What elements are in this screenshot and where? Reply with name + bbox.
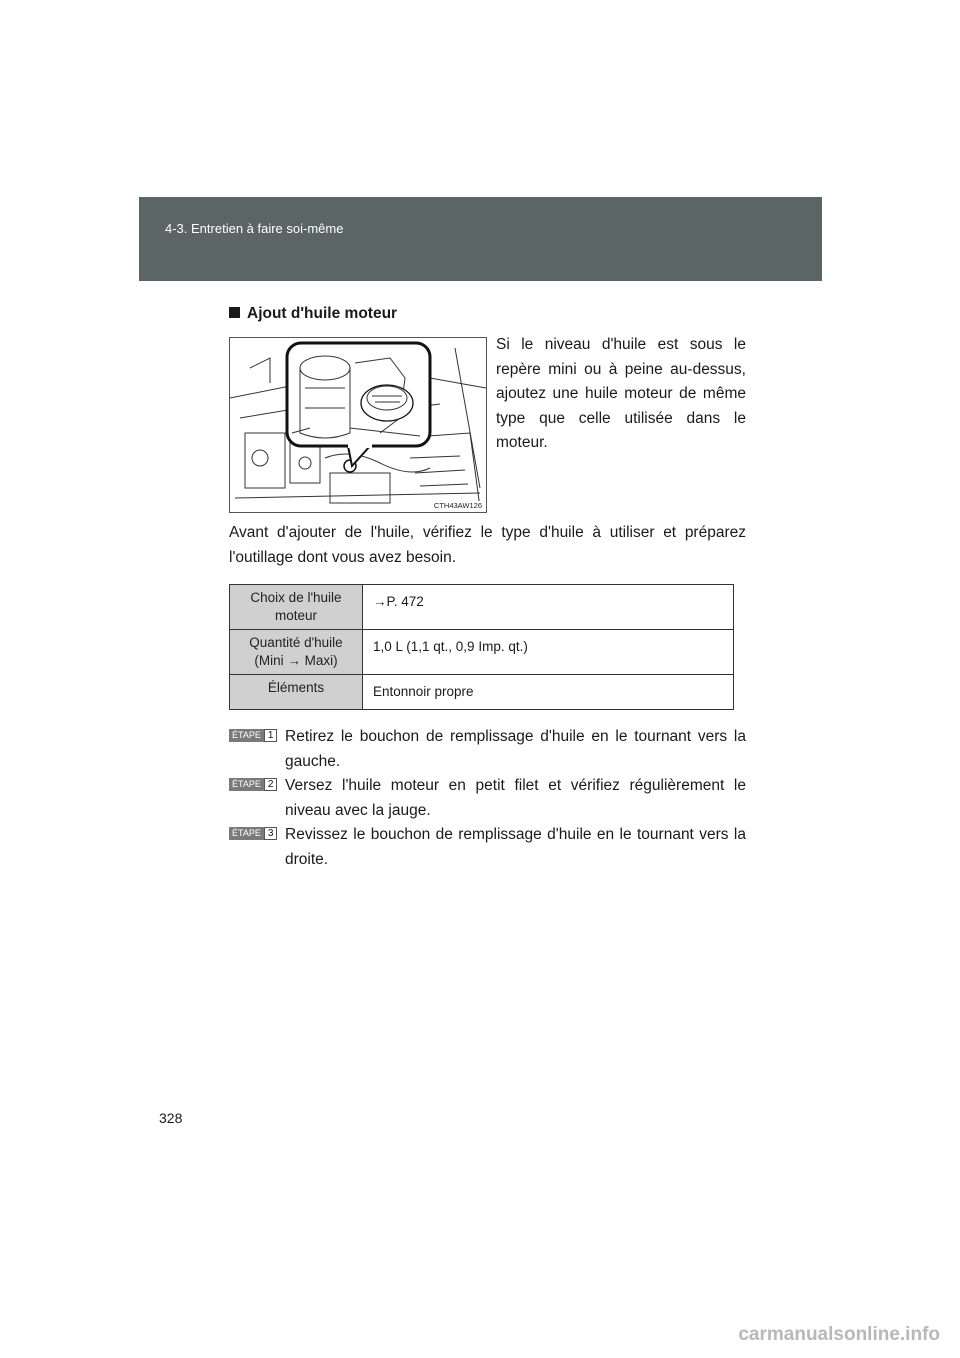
step-badge-number: 3: [264, 827, 278, 840]
step-badge-number: 1: [264, 729, 278, 742]
table-row: [230, 585, 734, 630]
step-list: [229, 725, 746, 872]
engine-oil-cap-drawing: [230, 338, 486, 512]
step-badge-label: ÉTAPE: [229, 827, 264, 840]
step-item: [229, 823, 746, 872]
step-badge-label: ÉTAPE: [229, 778, 264, 791]
step-item: [229, 774, 746, 823]
section-heading: [229, 305, 397, 323]
table-key: Quantité d'huile (Mini → Maxi): [230, 630, 363, 675]
figure-code: CTH43AW126: [433, 501, 482, 510]
step-badge: [229, 729, 277, 742]
oil-spec-table: [229, 584, 734, 710]
table-value: →P. 472: [363, 585, 734, 630]
step-badge-label: ÉTAPE: [229, 729, 264, 742]
section-title: 4-3. Entretien à faire soi-même: [165, 221, 344, 236]
step-text: Revissez le bouchon de remplissage d'huile en le tournant vers la droite.: [285, 826, 746, 868]
table-value: 1,0 L (1,1 qt., 0,9 Imp. qt.): [363, 630, 734, 675]
engine-illustration: [229, 337, 487, 513]
table-row: [230, 675, 734, 710]
step-item: [229, 725, 746, 774]
page-number: 328: [159, 1110, 183, 1126]
watermark: carmanualsonline.info: [738, 1324, 940, 1345]
step-text: Versez l'huile moteur en petit filet et vérifiez régulièrement le niveau avec la jauge.: [285, 777, 746, 819]
table-key: Choix de l'huile moteur: [230, 585, 363, 630]
table-value: Entonnoir propre: [363, 675, 734, 710]
chapter-header-band: [139, 197, 822, 281]
square-bullet-icon: [229, 307, 240, 318]
step-badge-number: 2: [264, 778, 278, 791]
table-row: [230, 630, 734, 675]
heading-text: Ajout d'huile moteur: [247, 305, 398, 322]
instruction-paragraph: Avant d'ajouter de l'huile, vérifiez le type d'huile à utiliser et préparez l'outillage dont vous avez besoin.: [229, 524, 746, 566]
table-key: Éléments: [230, 675, 363, 710]
step-text: Retirez le bouchon de remplissage d'huile en le tournant vers la gauche.: [285, 728, 746, 770]
step-badge: [229, 827, 277, 840]
intro-text: Si le niveau d'huile est sous le repère mini ou à peine au-dessus, ajoutez une huile moteur de même type que celle utilisée dans le moteur.: [496, 336, 746, 451]
step-badge: [229, 778, 277, 791]
